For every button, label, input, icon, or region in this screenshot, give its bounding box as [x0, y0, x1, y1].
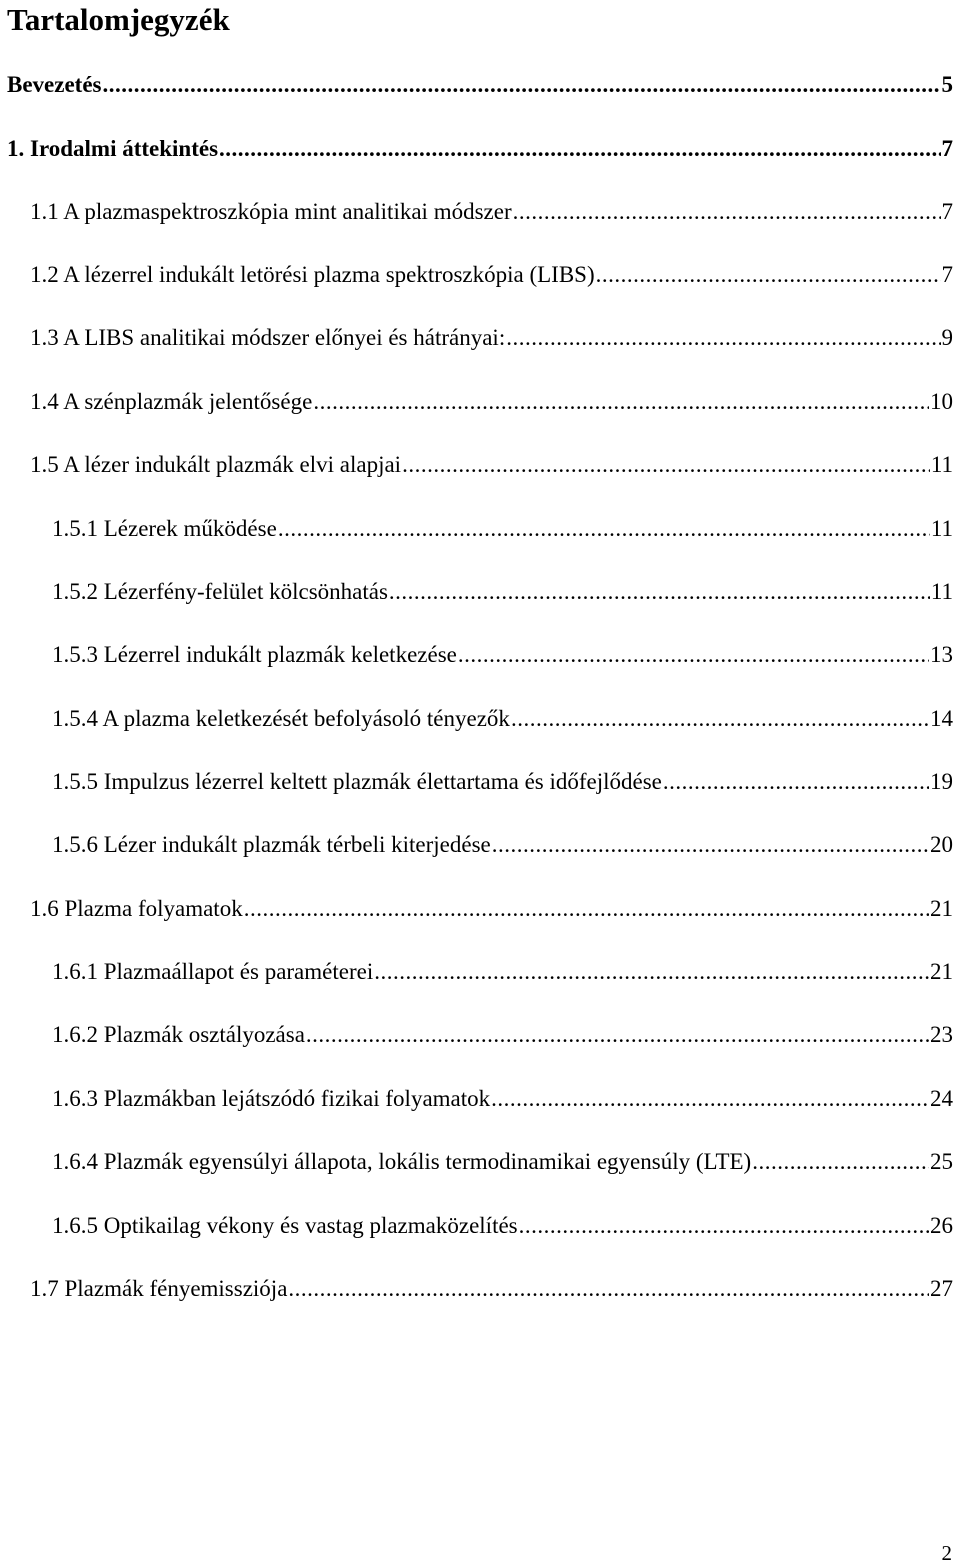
toc-entry-title: 1.6.1 Plazmaállapot és paraméterei	[52, 959, 374, 984]
toc-entry-title: 1.5.2 Lézerfény-felület kölcsönhatás	[52, 579, 388, 604]
toc-entry-1-5[interactable]	[30, 450, 953, 480]
toc-entry-1-1[interactable]	[30, 197, 953, 227]
toc-entry-title: 1.5.6 Lézer indukált plazmák térbeli kiterjedése	[52, 832, 491, 857]
toc-entry-bevezetes[interactable]	[7, 70, 953, 100]
toc-dot-leader	[389, 577, 930, 607]
toc-entry-page: 27	[930, 1276, 953, 1301]
toc-entry-1-4[interactable]	[30, 387, 953, 417]
toc-entry-page: 11	[930, 579, 953, 604]
toc-entry-page: 26	[930, 1213, 953, 1238]
toc-dot-leader	[513, 197, 941, 227]
toc-entry-title: 1. Irodalmi áttekintés	[7, 136, 219, 161]
toc-entry-title: 1.3 A LIBS analitikai módszer előnyei és hátrányai:	[30, 325, 506, 350]
toc-entry-irodalmi-attekintes[interactable]	[7, 134, 953, 164]
toc-entry-title: 1.6.2 Plazmák osztályozása	[52, 1022, 305, 1047]
toc-entry-1-6-2[interactable]	[52, 1020, 953, 1050]
toc-dot-leader	[458, 640, 929, 670]
toc-entry-title: 1.7 Plazmák fényemissziója	[30, 1276, 288, 1301]
toc-entry-page: 19	[930, 769, 953, 794]
toc-entry-1-6-3[interactable]	[52, 1084, 953, 1114]
toc-entry-page: 9	[941, 325, 953, 350]
toc-dot-leader	[219, 134, 940, 164]
toc-dot-leader	[596, 260, 941, 290]
toc-entry-page: 21	[930, 896, 953, 921]
toc-entry-page: 5	[941, 72, 953, 97]
toc-entry-page: 10	[930, 389, 953, 414]
toc-entry-title: 1.2 A lézerrel indukált letörési plazma spektroszkópia (LIBS)	[30, 262, 595, 287]
toc-dot-leader	[374, 957, 929, 987]
toc-entry-1-2[interactable]	[30, 260, 953, 290]
toc-dot-leader	[663, 767, 929, 797]
toc-entry-title: 1.1 A plazmaspektroszkópia mint analitikai módszer	[30, 199, 512, 224]
toc-entry-1-6[interactable]	[30, 894, 953, 924]
toc-dot-leader	[288, 1274, 929, 1304]
toc-entry-title: 1.5.3 Lézerrel indukált plazmák keletkezése	[52, 642, 457, 667]
toc-dot-leader	[506, 323, 940, 353]
toc-entry-page: 14	[930, 706, 953, 731]
toc-entry-1-5-2[interactable]	[52, 577, 953, 607]
toc-dot-leader	[519, 1211, 929, 1241]
toc-entry-title: 1.5 A lézer indukált plazmák elvi alapjai	[30, 452, 402, 477]
toc-entry-page: 7	[941, 262, 953, 287]
toc-entry-page: 11	[930, 452, 953, 477]
toc-dot-leader	[244, 894, 929, 924]
toc-dot-leader	[492, 830, 929, 860]
toc-entry-page: 24	[930, 1086, 953, 1111]
toc-entry-1-5-4[interactable]	[52, 704, 953, 734]
toc-entry-page: 7	[941, 136, 953, 161]
toc-entry-page: 23	[930, 1022, 953, 1047]
toc-dot-leader	[103, 70, 941, 100]
toc-entry-page: 25	[930, 1149, 953, 1174]
toc-entry-title: 1.6.5 Optikailag vékony és vastag plazmaközelítés	[52, 1213, 518, 1238]
page-number: 2	[941, 1541, 952, 1565]
toc-entry-1-3[interactable]	[30, 323, 953, 353]
toc-dot-leader	[491, 1084, 929, 1114]
toc-entry-page: 13	[930, 642, 953, 667]
toc-dot-leader	[511, 704, 929, 734]
toc-entry-1-6-5[interactable]	[52, 1211, 953, 1241]
toc-entry-title: 1.6.3 Plazmákban lejátszódó fizikai folyamatok	[52, 1086, 491, 1111]
toc-dot-leader	[306, 1020, 929, 1050]
toc-entry-title: Bevezetés	[7, 72, 102, 97]
toc-entry-page: 7	[941, 199, 953, 224]
toc-entry-title: 1.5.1 Lézerek működése	[52, 516, 277, 541]
toc-entry-title: 1.5.4 A plazma keletkezését befolyásoló tényezők	[52, 706, 510, 731]
toc-entry-1-5-5[interactable]	[52, 767, 953, 797]
page-title: Tartalomjegyzék	[7, 2, 230, 37]
toc-entry-1-5-6[interactable]	[52, 830, 953, 860]
toc-entry-1-6-1[interactable]	[52, 957, 953, 987]
toc-entry-page: 20	[930, 832, 953, 857]
toc-dot-leader	[278, 514, 930, 544]
toc-entry-1-7[interactable]	[30, 1274, 953, 1304]
toc-entry-title: 1.4 A szénplazmák jelentősége	[30, 389, 313, 414]
toc-entry-page: 11	[930, 516, 953, 541]
toc-entry-title: 1.6 Plazma folyamatok	[30, 896, 243, 921]
toc-entry-page: 21	[930, 959, 953, 984]
toc-entry-title: 1.5.5 Impulzus lézerrel keltett plazmák élettartama és időfejlődése	[52, 769, 662, 794]
toc-entry-1-5-3[interactable]	[52, 640, 953, 670]
toc-dot-leader	[402, 450, 930, 480]
toc-dot-leader	[313, 387, 929, 417]
toc-entry-title: 1.6.4 Plazmák egyensúlyi állapota, lokális termodinamikai egyensúly (LTE)	[52, 1149, 752, 1174]
toc-entry-1-5-1[interactable]	[52, 514, 953, 544]
toc-entry-1-6-4[interactable]	[52, 1147, 953, 1177]
toc-dot-leader	[752, 1147, 929, 1177]
